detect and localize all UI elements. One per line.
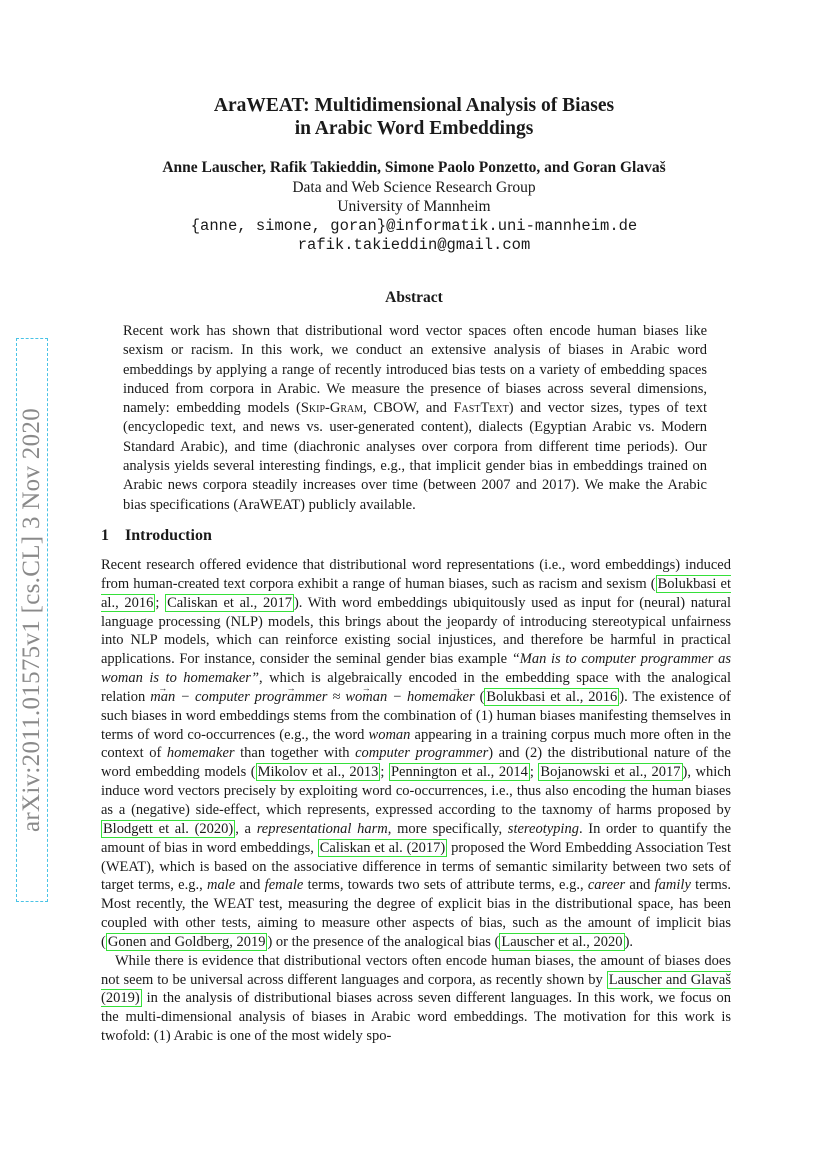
abstract-text: , CBOW, and <box>363 400 454 417</box>
citation-link[interactable]: Mikolov et al., 2013 <box>257 764 379 781</box>
vector-woman: woman → <box>345 688 387 707</box>
paper-title <box>0 94 828 140</box>
section-heading-introduction <box>101 527 212 545</box>
abstract-fasttext: FastText <box>453 400 509 417</box>
citation-link[interactable]: Gonen and Goldberg, 2019 <box>107 933 266 950</box>
introduction-body <box>101 556 731 1046</box>
citation-link[interactable]: Blodgett et al. (2020) <box>103 820 234 837</box>
citation-link[interactable]: Caliskan et al. (2017) <box>319 839 446 856</box>
citation-link[interactable]: Bolukbasi et al., 2016 <box>486 688 618 705</box>
citation-link[interactable]: Bolukbasi et al., 2016 <box>101 575 731 611</box>
citation-link[interactable]: Pennington et al., 2014 <box>390 764 528 781</box>
affiliation-university: University of Mannheim <box>337 198 491 215</box>
email-primary: {anne, simone, goran}@informatik.uni-mannheim.de <box>190 216 638 235</box>
abstract-skipgram: Skip-Gram <box>300 400 364 417</box>
arxiv-identifier-stamp[interactable] <box>16 338 48 902</box>
quoted-example: “Man is to computer programmer as woman is to homemaker” <box>101 651 731 687</box>
author-names: Anne Lauscher, Rafik Takieddin, Simone Paolo Ponzetto, and Goran Glavaš <box>162 159 666 176</box>
author-block <box>0 158 828 256</box>
paper-title-line-2: in Arabic Word Embeddings <box>294 118 534 139</box>
abstract-text: Recent work has shown that distributional word vector spaces often encode human biases like sexism or racism. In this work, we conduct an extensive analysis of biases in Arabic word embeddings by applying a range of recently introduced bias tests on a variety of embedding spaces induced from corpora in Arabic. We measure the presence of biases across several dimensions, namely: embedding models ( <box>123 323 707 417</box>
paper-title-line-1: AraWEAT: Multidimensional Analysis of Biases <box>213 95 615 116</box>
citation-link[interactable]: Lauscher et al., 2020 <box>501 933 623 950</box>
citation-link[interactable]: Caliskan et al., 2017 <box>167 594 292 611</box>
vector-programmer: programmer → <box>255 688 328 707</box>
citation-link[interactable]: Bojanowski et al., 2017 <box>540 764 681 781</box>
section-number: 1 <box>101 527 109 544</box>
vector-maker: maker → <box>438 688 474 707</box>
citation-link[interactable]: Lauscher and Glavaš (2019) <box>101 971 731 1007</box>
abstract-text: ) and vector sizes, types of text (encyclopedic text, and news vs. user-generated content), dialects (Egyptian Arabic vs. Modern Standard Arabic), and time (diachronic analyses over corpora from different time periods). Our analysis yields several interesting findings, e.g., that implicit gender bias in embeddings trained on Arabic news corpora steadily increases over time (between 2007 and 2017). We make the Arabic bias specifications (AraWEAT) publicly available. <box>123 400 707 513</box>
introduction-paragraph-2: While there is evidence that distributional vectors often encode human biases, the amount of biases does not seem to be universal across different languages and corpora, as recently shown by Lauscher and Glavaš (2019) in the analysis of distributional biases across seven different languages. In this work, we focus on the multi-dimensional analysis of biases in Arabic word embeddings. The motivation for this work is twofold: (1) Arabic is one of the most widely spo- <box>101 952 731 1045</box>
abstract-body <box>123 322 707 515</box>
affiliation-group: Data and Web Science Research Group <box>292 178 536 196</box>
arxiv-identifier[interactable]: arXiv:2011.01575v1 [cs.CL] 3 Nov 2020 <box>18 407 45 833</box>
abstract-heading: Abstract <box>385 289 443 306</box>
introduction-paragraph-1: Recent research offered evidence that distributional word representations (i.e., word embeddings) induced from human-created text corpora exhibit a range of human biases, such as racism and sexism ( Bolukbasi et al., 2016 ; Caliskan et al., 2017 ). With word embeddings ubiquitously used as input for (neural) natural language processing (NLP) models, this brings about the jeopardy of introducing stereotypical unfairness into NLP models, which can reinforce existing social injustices, and therefore be harmful in practical applications. For instance, consider the seminal gender bias example “Man is to computer programmer as woman is to homemaker”, which is algebraically encoded in the embedding space with the analogical relation man → − computer programmer → ≈ woman → − homemaker → ( Bolukbasi et al., 2016 ). The existence of such biases in word embeddings stems from the combination of (1) human biases manifesting themselves in terms of word co-occurrences (e.g., the word woman appearing in a training corpus much more often in the context of homemaker than together with computer programmer) and (2) the distributional nature of the word embedding models ( Mikolov et al., 2013 ; Pennington et al., 2014 ; Bojanowski et al., 2017 ), which induce word vectors precisely by exploiting word co-occurrences, i.e., thus also encoding the human biases as a (negative) side-effect, which represents, expressed according to the taxnomy of harms proposed by Blodgett et al. (2020) , a representational harm, more specifically, stereotyping. In order to quantify the amount of bias in word embeddings, Caliskan et al. (2017) proposed the Word Embedding Association Test (WEAT), which is based on the associative difference in terms of semantic similarity between two sets of target terms, e.g., male and female terms, towards two sets of attribute terms, e.g., career and family terms. Most recently, the WEAT test, measuring the degree of explicit bias in the distributional space, has been coupled with other tests, aiming to measure other aspects of bias, such as the amount of implicit bias ( Gonen and Goldberg, 2019 ) or the presence of the analogical bias ( Lauscher et al., 2020 ). <box>101 556 731 952</box>
vector-man: man → <box>150 688 175 707</box>
section-title: Introduction <box>125 527 212 544</box>
email-secondary: rafik.takieddin@gmail.com <box>297 236 531 254</box>
